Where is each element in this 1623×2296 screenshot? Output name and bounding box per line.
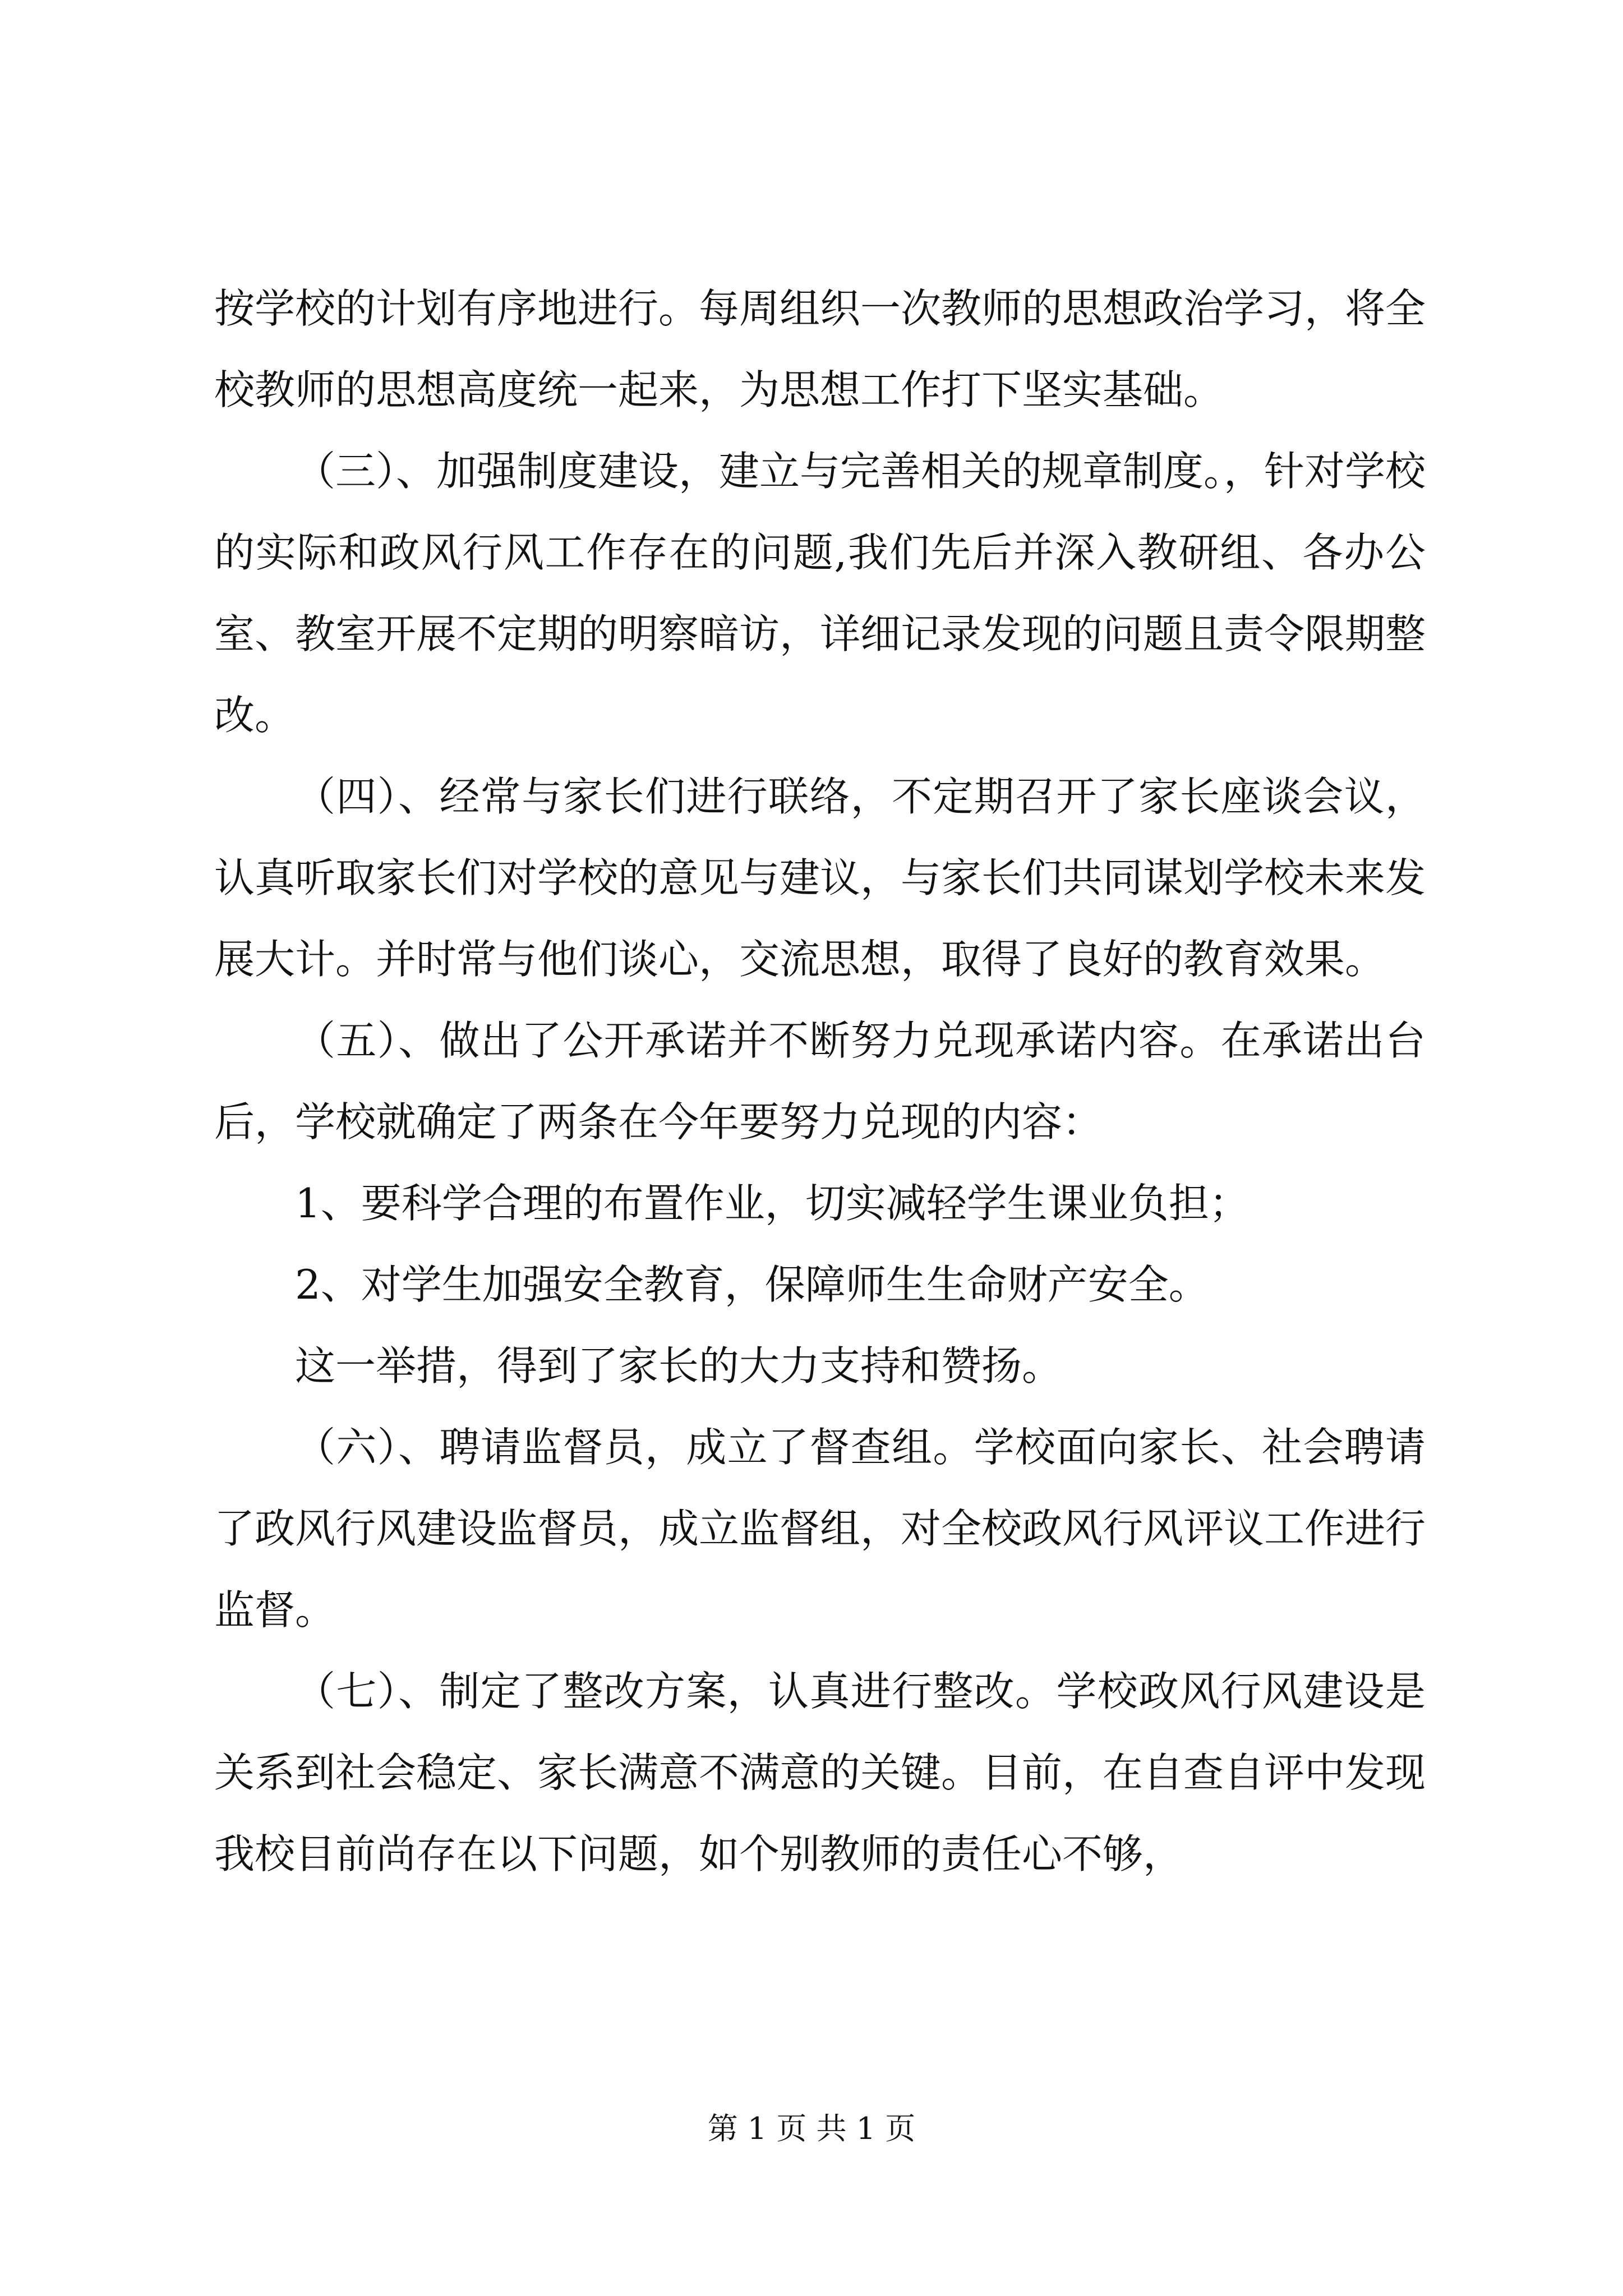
paragraph-section-3: （三）、加强制度建设，建立与完善相关的规章制度。，针对学校的实际和政风行风工作存在的问题,我们先后并深入教研组、各办公室、教室开展不定期的明察暗访，详细记录发现的问题且责令限期整改。: [214, 448, 1426, 739]
paragraph-section-5: （五）、做出了公开承诺并不断努力兑现承诺内容。在承诺出台后，学校就确定了两条在今年要努力兑现的内容：: [214, 1017, 1426, 1145]
list-item-2: 2、对学生加强安全教育，保障师生生命财产安全。: [295, 1261, 1209, 1308]
paragraph-section-6: （六）、聘请监督员，成立了督查组。学校面向家长、社会聘请了政风行风建设监督员，成立监督组，对全校政风行风评议工作进行监督。: [214, 1424, 1426, 1634]
paragraph-result: 这一举措，得到了家长的大力支持和赞扬。: [295, 1342, 1063, 1389]
paragraph-section-7: （七）、制定了整改方案，认真进行整改。学校政风行风建设是关系到社会稳定、家长满意不满意的关键。目前，在自查自评中发现我校目前尚存在以下问题，如个别教师的责任心不够，: [214, 1668, 1426, 1878]
page-number-footer: 第 1 页 共 1 页: [707, 2111, 916, 2146]
list-item-1: 1、要科学合理的布置作业，切实减轻学生课业负担；: [295, 1180, 1249, 1227]
document-body: [214, 268, 1426, 1895]
paragraph-continuation: 按学校的计划有序地进行。每周组织一次教师的思想政治学习，将全校教师的思想高度统一起来，为思想工作打下坚实基础。: [214, 285, 1426, 413]
paragraph-section-4: （四）、经常与家长们进行联络，不定期召开了家长座谈会议，认真听取家长们对学校的意见与建议，与家长们共同谋划学校未来发展大计。并时常与他们谈心，交流思想，取得了良好的教育效果。: [214, 773, 1426, 983]
